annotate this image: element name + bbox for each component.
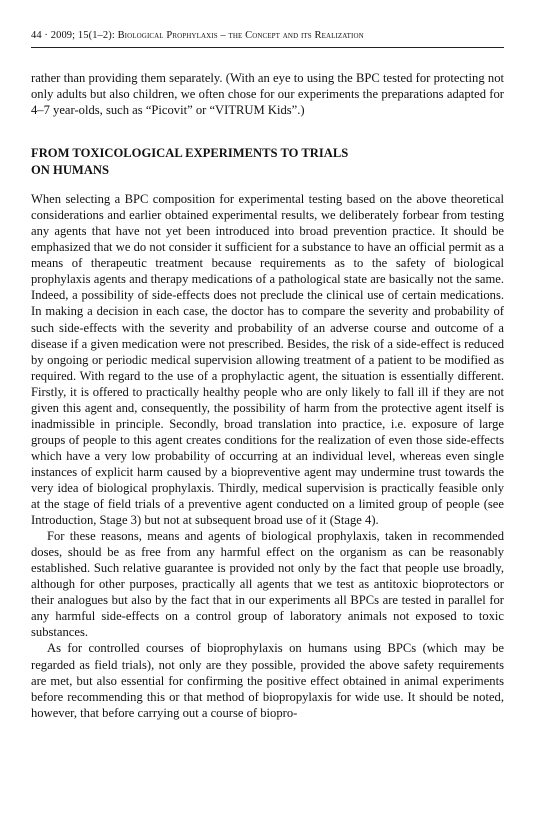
section-heading-line-1: FROM TOXICOLOGICAL EXPERIMENTS TO TRIALS [31, 146, 349, 161]
body-text [31, 70, 504, 721]
header-rule [31, 47, 504, 48]
paragraph-continuation: rather than providing them separately. (With an eye to using the BPC tested for protecting not only adults but also children, we often chose for our experiments the preparations adapted for 4–7 year-olds, such as “Picovit” or “VITRUM Kids”.) [31, 71, 504, 118]
paragraph: For these reasons, means and agents of biological prophylaxis, taken in recommended doses, should be as free from any harmful effect on the organism as can be reasonably established. Such relative guarantee is provided not only by the fact that people use broadly, although for other purposes, practically all agents that we test as antitoxic bioprotectors or their analogues but also by the fact that in our experiments all BPCs are tested in parallel for any harmful side-effects on a control group of laboratory animals not exposed to toxic substances. [31, 529, 504, 640]
running-title: Biological Prophylaxis – the Concept and its Realization [117, 30, 364, 41]
section-heading-line-2: ON HUMANS [31, 162, 110, 177]
paragraph: When selecting a BPC composition for experimental testing based on the above theoretical considerations and earlier obtained experimental results, we deliberately forbear from testing any agents that have not yet been introduced into broad prevention practice. It should be emphasized that we do not consider it sufficient for a substance to have an official permit as a means of therapeutic treatment because requirements as to the safety of biological prophylaxis agents and therapy medications of a pathological state are basically not the same. Indeed, a possibility of side-effects does not preclude the clinical use of certain medications. In making a decision in each case, the doctor has to compare the severity and probability of such side-effects with the severity and probability of an adverse course and outcome of a disease if a given medication were not prescribed. Besides, the risk of a side-effect is reduced by ongoing or periodic medical supervision allowing treatment of a patient to be modified as required. With regard to the use of a prophylactic agent, the situation is essentially different. Firstly, it is offered to practically healthy people who are only likely to fall ill if they are not given this agent and, consequently, the possibility of harm from the protective agent itself is inadmissible in principle. Secondly, broad translation into practice, i.e. exposure of large groups of people to this agent creates conditions for the realization of even those side-effects which have a very low probability of occurring at an individual level, whereas even single instances of explicit harm caused by a biopreventive agent may undermine trust towards the very idea of biological prophylaxis. Thirdly, medical supervision is practically feasible only at the stage of field trials of a preventive agent conducted on a limited group of people (see Introduction, Stage 3) but not at subsequent broad use of it (Stage 4). [31, 192, 504, 528]
section-heading [31, 145, 504, 178]
page-number: 44 [31, 30, 42, 41]
paragraph: As for controlled courses of bioprophylaxis on humans using BPCs (which may be regarded as field trials), not only are they possible, provided the above safety requirements are met, but also essential for confirming the positive effect obtained in animal experiments before recommending this or that method of biopropylaxis for wide use. It should be noted, however, that before carrying out a course of biopro- [31, 641, 504, 720]
journal-volume: 2009; 15(1–2): [50, 30, 118, 41]
running-head [31, 30, 364, 41]
running-head-separator: · [41, 30, 51, 41]
